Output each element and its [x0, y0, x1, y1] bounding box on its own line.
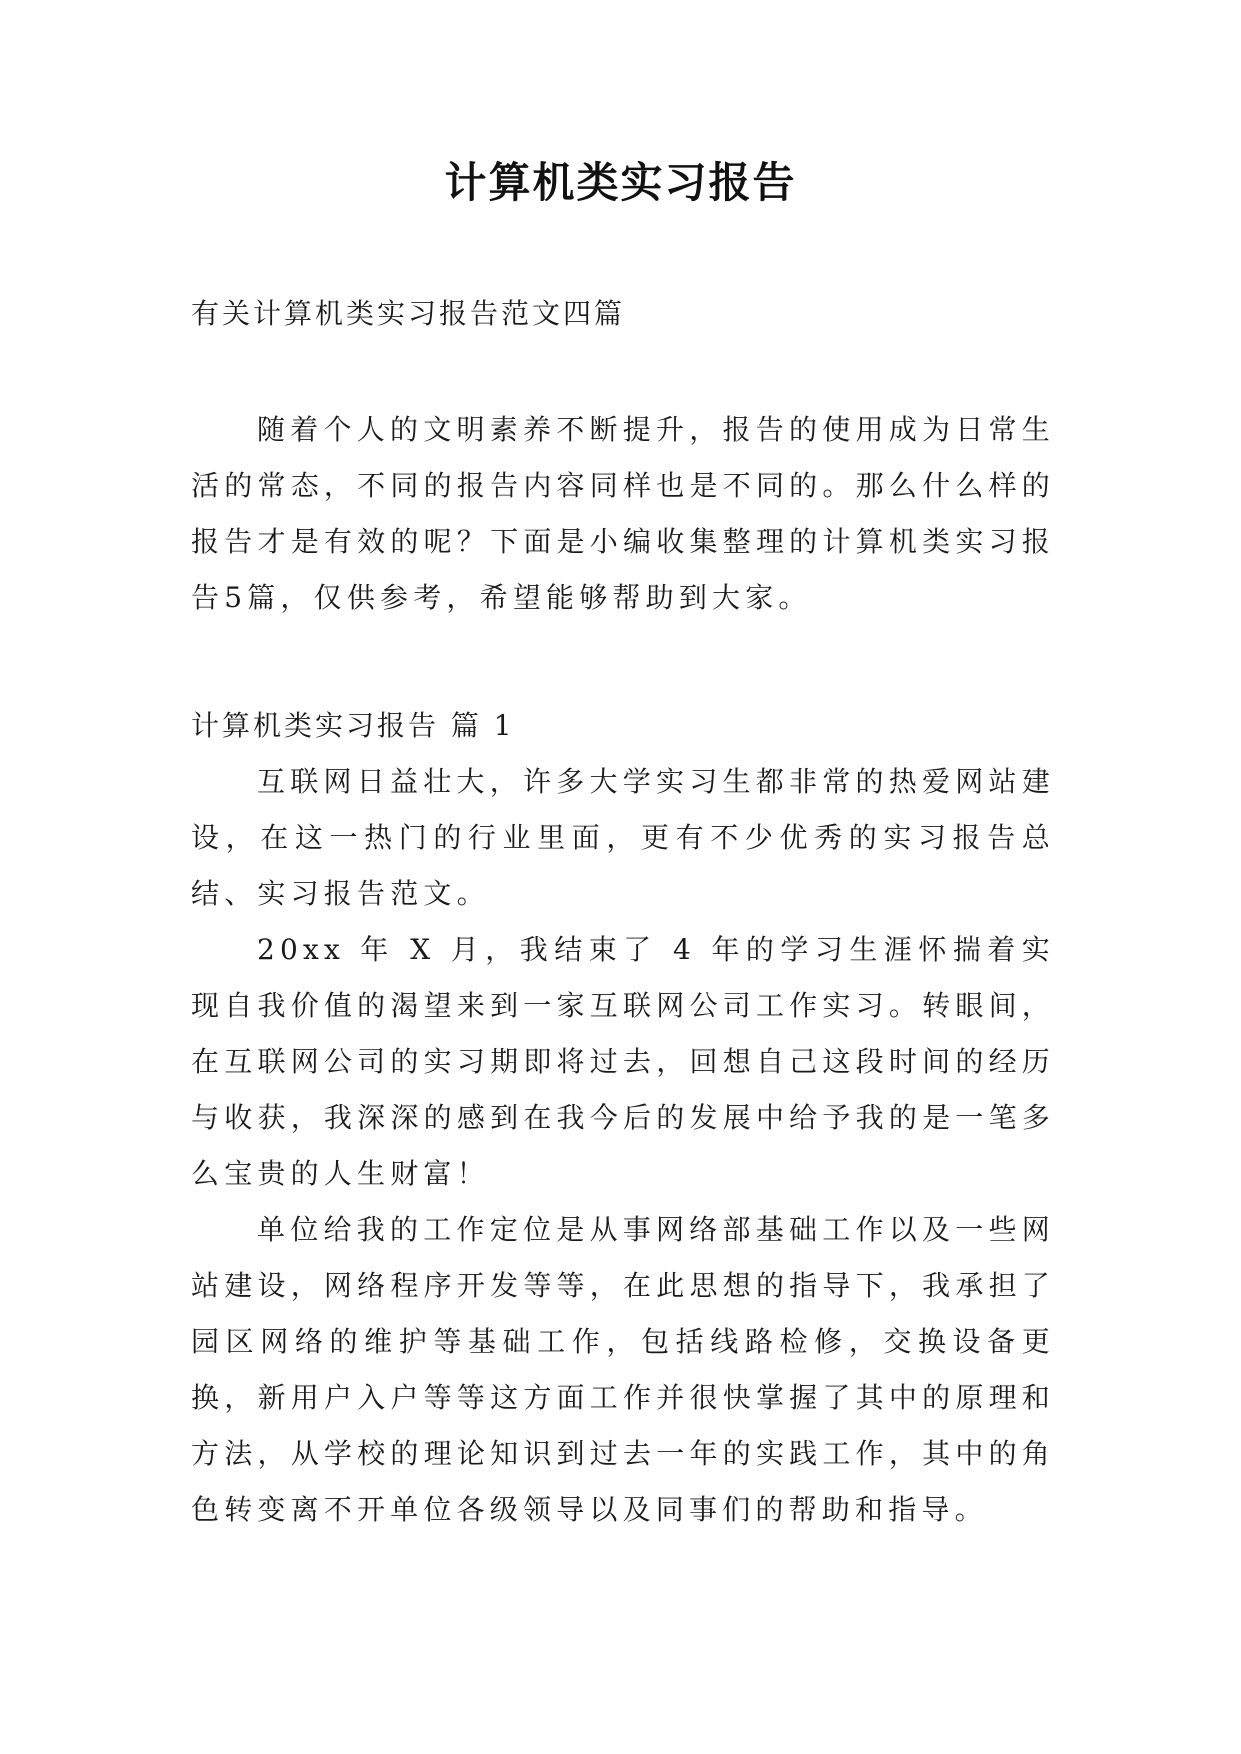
body-paragraph: 单位给我的工作定位是从事网络部基础工作以及一些网站建设，网络程序开发等等，在此思想的指导下，我承担了园区网络的维护等基础工作，包括线路检修，交换设备更换，新用户入户等等这方面工作并很快掌握了其中的原理和方法，从学校的理论知识到过去一年的实践工作，其中的角色转变离不开单位各级领导以及同事们的帮助和指导。	[191, 1213, 1055, 1526]
body-paragraph: 互联网日益壮大，许多大学实习生都非常的热爱网站建设，在这一热门的行业里面，更有不少优秀的实习报告总结、实习报告范文。	[191, 765, 1055, 910]
document-subtitle: 有关计算机类实习报告范文四篇	[191, 297, 626, 330]
body-paragraph: 20xx 年 X 月，我结束了 4 年的学习生涯怀揣着实现自我价值的渴望来到一家互联网公司工作实习。转眼间，在互联网公司的实习期即将过去，回想自己这段时间的经历与收获，我深深的感到在我今后的发展中给予我的是一笔多么宝贵的人生财富！	[191, 933, 1055, 1190]
intro-paragraph: 随着个人的文明素养不断提升，报告的使用成为日常生活的常态，不同的报告内容同样也是不同的。那么什么样的报告才是有效的呢？下面是小编收集整理的计算机类实习报告5篇，仅供参考，希望能够帮助到大家。	[191, 413, 1055, 614]
section-heading: 计算机类实习报告 篇 1	[191, 709, 515, 742]
document-title: 计算机类实习报告	[444, 158, 797, 207]
